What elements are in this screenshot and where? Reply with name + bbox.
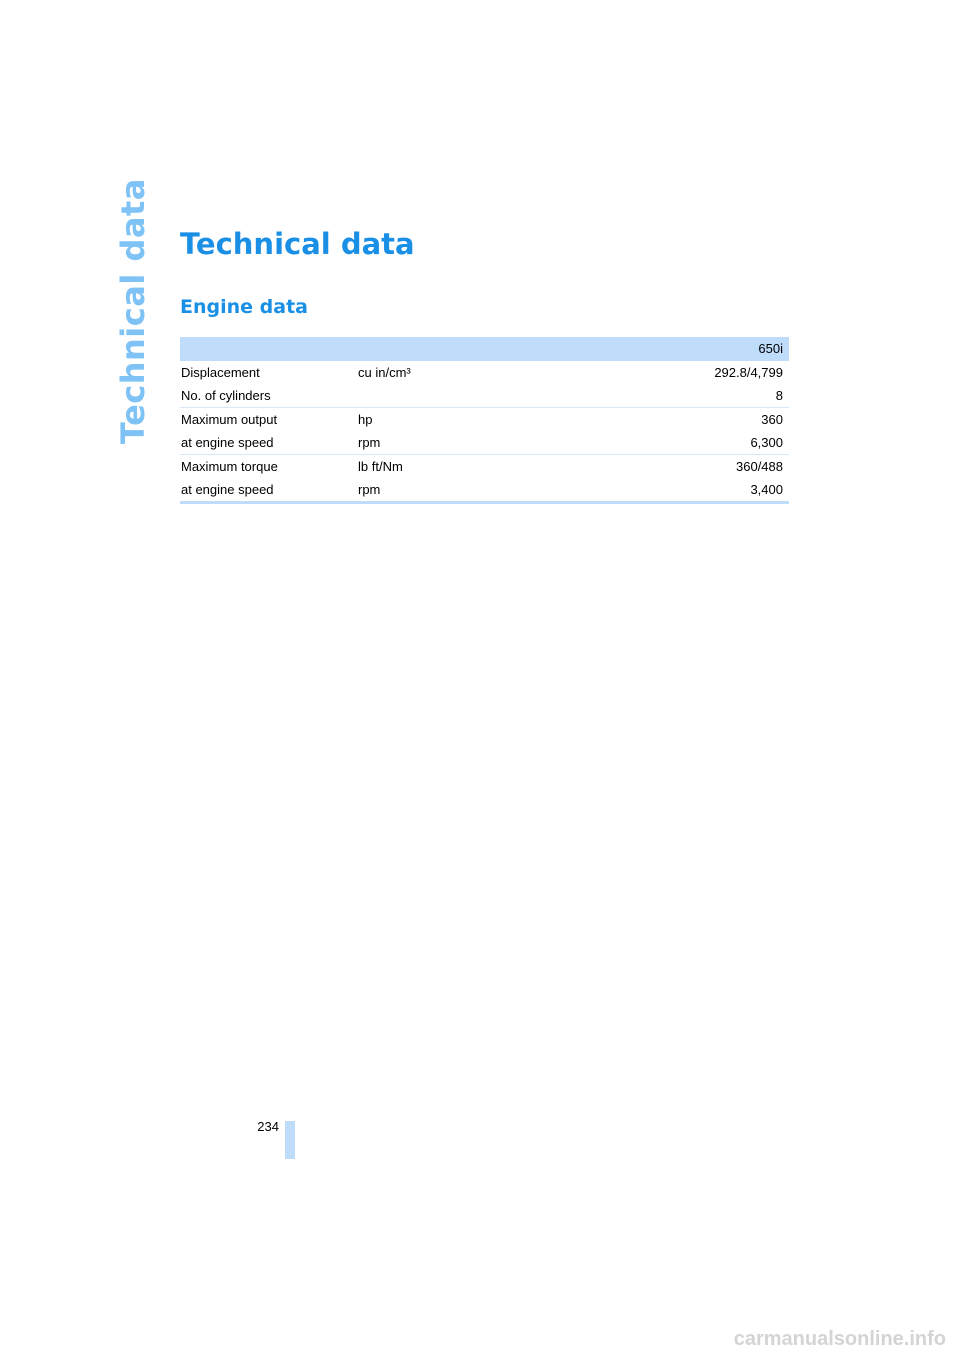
row-unit: rpm <box>358 482 381 497</box>
row-label: No. of cylinders <box>181 388 271 403</box>
model-column-header: 650i <box>758 341 783 356</box>
table-row <box>180 478 789 501</box>
row-label: at engine speed <box>181 435 274 450</box>
section-title: Engine data <box>180 296 308 318</box>
row-value: 360 <box>761 412 783 427</box>
table-bottom-rule <box>180 501 789 504</box>
row-label: at engine speed <box>181 482 274 497</box>
row-label: Displacement <box>181 365 260 380</box>
side-chapter-title: Technical data <box>114 178 152 444</box>
row-unit: cu in/cm³ <box>358 365 411 380</box>
table-row <box>180 384 789 407</box>
table-row <box>180 361 789 384</box>
row-label: Maximum output <box>181 412 278 427</box>
table-row <box>180 455 789 478</box>
row-label: Maximum torque <box>181 459 278 474</box>
row-unit: rpm <box>358 435 381 450</box>
table-header <box>180 337 789 361</box>
engine-data-table <box>180 337 789 504</box>
table-row <box>180 408 789 431</box>
row-value: 8 <box>775 388 783 403</box>
table-row <box>180 431 789 454</box>
row-unit: hp <box>358 412 373 427</box>
row-value: 6,300 <box>750 435 783 450</box>
row-value: 292.8/4,799 <box>714 365 783 380</box>
page-title: Technical data <box>180 227 415 261</box>
watermark: carmanualsonline.info <box>733 1328 946 1350</box>
row-value: 3,400 <box>750 482 783 497</box>
page-number-bar <box>285 1121 295 1159</box>
page-number: 234 <box>257 1119 279 1134</box>
row-unit: lb ft/Nm <box>358 459 403 474</box>
row-value: 360/488 <box>736 459 783 474</box>
